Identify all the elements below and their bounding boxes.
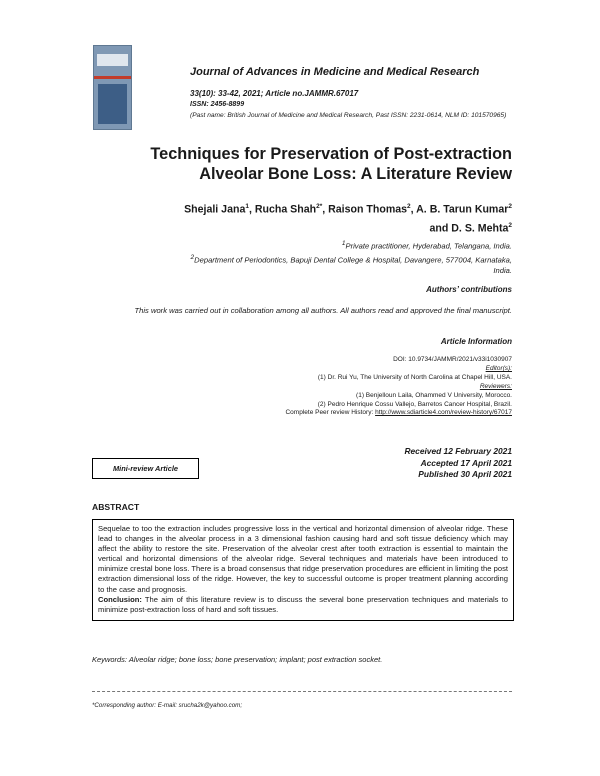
published-date: Published 30 April 2021 bbox=[418, 469, 512, 479]
affiliation-1: $^1$Private practitioner, Hyderabad, Telangana, India. bbox=[341, 240, 512, 251]
author-name: A. B. Tarun Kumar bbox=[416, 203, 509, 216]
author-affil-sup: 2 bbox=[508, 203, 512, 210]
article-info-block bbox=[112, 356, 512, 418]
contributions-heading: Authors’ contributions bbox=[426, 285, 512, 294]
abstract-conclusion: Conclusion: The aim of this literature review is to discuss the several bone preservation techniques and materials to minimize post-extraction loss of hard and soft tissues. bbox=[98, 594, 508, 614]
abstract-body: Sequelae to too the extraction includes progressive loss in the vertical and horizontal dimension of alveolar ridge. These lead to changes in the alveolar process in a 3 dimensional fashion causing hard and soft tissue deficiency which may affect the ability to restore the site. Preservation of the alveolar crest after tooth extraction is essential to maintain the vertical and horizontal dimensions of the alveolar ridge. Several techniques and materials have been introduced to minimize crestal bone loss. There is a broad consensus that ridge preservation procedures are efficient in limiting the post extraction dimensional loss of the ridge. However, the key to successful outcome is proper treatment planning according to the case and prognosis. bbox=[98, 524, 508, 594]
editors-label: Editor(s): bbox=[485, 364, 512, 372]
issn: ISSN: 2456-8899 bbox=[190, 101, 245, 108]
accepted-date: Accepted 17 April 2021 bbox=[420, 457, 512, 468]
keywords: Keywords: Alveolar ridge; bone loss; bone preservation; implant; post extraction socket. bbox=[92, 655, 383, 664]
contributions-text: This work was carried out in collaboration among all authors. All authors read and approved the final manuscript. bbox=[134, 306, 512, 315]
doi: DOI: 10.9734/JAMMR/2021/v33i1030907 bbox=[393, 356, 512, 363]
publication-dates bbox=[404, 446, 512, 481]
reviewer-entry: (2) Pedro Henrique Cossu Vallejo, Barretos Cancer Hospital, Brazil. bbox=[317, 400, 512, 408]
author-name: Raison Thomas bbox=[328, 203, 408, 216]
corresponding-author-note: *Corresponding author: E-mail: srucha2k@yahoo.com; bbox=[92, 702, 243, 709]
cover-accent-band bbox=[94, 76, 131, 79]
abstract-heading: ABSTRACT bbox=[92, 502, 140, 512]
author-name: and D. S. Mehta bbox=[429, 222, 509, 235]
author-name: Shejali Jana bbox=[184, 203, 246, 216]
author-affil-sup: 2* bbox=[316, 203, 323, 210]
peer-review-history: Complete Peer review History: http://www.sdiarticle4.com/review-history/67017 bbox=[285, 409, 512, 417]
received-date: Received 12 February 2021 bbox=[404, 446, 512, 456]
reviewer-entry: (1) Benjelloun Laila, Ohammed V University, Morocco. bbox=[356, 391, 512, 399]
author-affil-sup: 2 bbox=[407, 203, 411, 210]
author-list: Shejali Jana$^1$, Rucha Shah$^{2*}$, Raison Thomas$^2$, A. B. Tarun Kumar$^2$ and D. S. Mehta$^2$ bbox=[184, 203, 512, 235]
cover-image-block bbox=[98, 84, 127, 124]
volume-info: 33(10): 33-42, 2021; Article no.JAMMR.67017 bbox=[190, 89, 359, 98]
peer-review-link[interactable]: http://www.sdiarticle4.com/review-history/67017 bbox=[375, 409, 512, 417]
affiliation-2: $^2$Department of Periodontics, Bapuji Dental College & Hospital, Davangere, 577004, Karnataka, India. bbox=[190, 253, 512, 276]
article-info-heading: Article Information bbox=[440, 337, 512, 346]
affiliations bbox=[182, 238, 512, 276]
abstract-box bbox=[92, 519, 514, 621]
author-name: Rucha Shah bbox=[254, 203, 317, 216]
author-affil-sup: 1 bbox=[245, 203, 249, 210]
cover-title-strip bbox=[97, 54, 128, 66]
footnote-divider bbox=[92, 691, 512, 692]
reviewers-label: Reviewers: bbox=[479, 382, 512, 390]
journal-cover-thumbnail bbox=[93, 45, 132, 130]
editor-entry: (1) Dr. Rui Yu, The University of North Carolina at Chapel Hill, USA. bbox=[317, 373, 512, 381]
article-title: Techniques for Preservation of Post-extraction Alveolar Bone Loss: A Literature Review bbox=[150, 145, 512, 183]
past-name-note: (Past name: British Journal of Medicine and Medical Research, Past ISSN: 2231-0614, NLM ID: 101570965) bbox=[190, 112, 507, 119]
article-type-box: Mini-review Article bbox=[92, 458, 199, 479]
author-affil-sup: 2 bbox=[508, 221, 512, 229]
journal-name: Journal of Advances in Medicine and Medical Research bbox=[190, 66, 480, 78]
